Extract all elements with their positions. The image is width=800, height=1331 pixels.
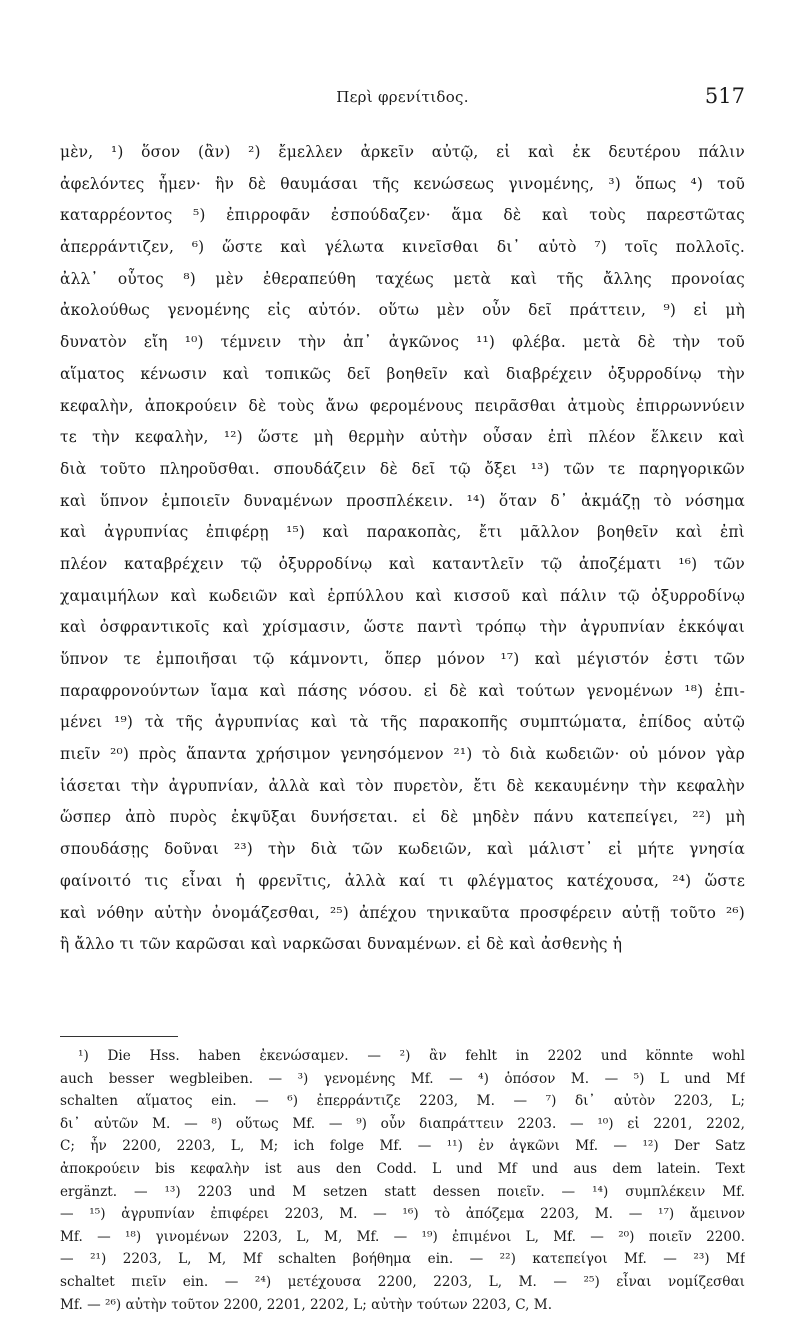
text-line: σπουδάσῃς δοῦναι ²³) τὴν διὰ τῶν κωδειῶν, καὶ μάλιστ᾿ εἰ μήτε γνησία xyxy=(60,840,745,859)
text-line: καὶ ὕπνον ἐμποιεῖν δυναμένων προσπλέκειν. ¹⁴) ὅταν δ᾿ ἀκμάζῃ τὸ νόσημα xyxy=(60,491,745,510)
footnote-line: auch besser wegbleiben. — ³) γενομένης Mf. — ⁴) ὁπόσον M. — ⁵) L und Mf xyxy=(60,1070,745,1087)
text-line: χαμαιμήλων καὶ κωδειῶν καὶ ἑρπύλλου καὶ κισσοῦ καὶ πάλιν τῷ ὀξυρροδίνῳ xyxy=(60,586,745,605)
footnote-line: δι᾿ αὐτῶν M. — ⁸) οὕτως Mf. — ⁹) οὖν διαπράττειν 2203. — ¹⁰) εἰ 2201, 2202, xyxy=(60,1115,745,1132)
running-title: Περὶ φρενίτιδος. xyxy=(336,88,469,106)
footnote-line: ἀποκρούειν bis κεφαλὴν ist aus den Codd. L und Mf und aus dem latein. Text xyxy=(60,1160,745,1177)
text-line: καὶ ὀσφραντικοῖς καὶ χρίσμασιν, ὥστε παντὶ τρόπῳ τὴν ἀγρυπνίαν ἐκκόψαι xyxy=(60,618,745,637)
footnote-line: Mf. — ¹⁸) γινομένων 2203, L, M, Mf. — ¹⁹) ἐπιμένοι L, Mf. — ²⁰) ποιεῖν 2200. xyxy=(60,1228,745,1245)
text-line: φαίνοιτό τις εἶναι ἡ φρενῖτις, ἀλλὰ καί τι φλέγματος κατέχουσα, ²⁴) ὥστε xyxy=(60,871,745,890)
text-line: διὰ τοῦτο πληροῦσθαι. σπουδάζειν δὲ δεῖ τῷ ὄξει ¹³) τῶν τε παρηγορικῶν xyxy=(60,459,745,478)
text-line: ὕπνον τε ἐμποιῆσαι τῷ κάμνοντι, ὅπερ μόνον ¹⁷) καὶ μέγιστόν ἐστι τῶν xyxy=(60,650,745,668)
footnote-line: schaltet πιεῖν ein. — ²⁴) μετέχουσα 2200, 2203, L, M. — ²⁵) εἶναι νομίζεσθαι xyxy=(60,1273,745,1290)
page-header xyxy=(60,82,745,116)
text-line: ἀκολούθως γενομένης εἰς αὐτόν. οὕτω μὲν οὖν δεῖ πράττειν, ⁹) εἰ μὴ xyxy=(60,301,745,320)
footnote-line: — ¹⁵) ἀγρυπνίαν ἐπιφέρει 2203, M. — ¹⁶) τὸ ἀπόζεμα 2203, M. — ¹⁷) ἄμεινον xyxy=(60,1206,745,1223)
footnote-line: schalten αἵματος ein. — ⁶) ἐπερράντιζε 2203, M. — ⁷) δι᾿ αὐτὸν 2203, L; xyxy=(60,1093,745,1110)
text-line: ἀπερράντιζεν, ⁶) ὥστε καὶ γέλωτα κινεῖσθαι δι᾿ αὐτὸ ⁷) τοῖς πολλοῖς. xyxy=(60,238,745,257)
text-line: καταρρέοντος ⁵) ἐπιρροφᾶν ἐσπούδαζεν· ἅμα δὲ καὶ τοὺς παρεστῶτας xyxy=(60,206,745,225)
main-text xyxy=(60,137,745,961)
text-line: ἀφελόντες ἦμεν· ἣν δὲ θαυμάσαι τῆς κενώσεως γινομένης, ³) ὅπως ⁴) τοῦ xyxy=(60,174,745,193)
text-line: πλέον καταβρέχειν τῷ ὀξυρροδίνῳ καὶ καταντλεῖν τῷ ἀποζέματι ¹⁶) τῶν xyxy=(60,554,745,573)
text-line: μὲν, ¹) ὅσον (ἂν) ²) ἔμελλεν ἀρκεῖν αὐτῷ, εἰ καὶ ἐκ δευτέρου πάλιν xyxy=(60,143,745,161)
text-line: ἰάσεται τὴν ἀγρυπνίαν, ἀλλὰ καὶ τὸν πυρετὸν, ἔτι δὲ κεκαυμένην τὴν κεφαλὴν xyxy=(60,776,745,795)
footnote-separator xyxy=(60,1036,178,1037)
text-line: πιεῖν ²⁰) πρὸς ἅπαντα χρήσιμον γενησόμενον ²¹) τὸ διὰ κωδειῶν· οὐ μόνον γὰρ xyxy=(60,745,745,764)
text-line: ἢ ἄλλο τι τῶν καρῶσαι καὶ ναρκῶσαι δυναμένων. εἰ δὲ καὶ ἀσθενὴς ἡ xyxy=(60,935,623,954)
text-line: μένει ¹⁹) τὰ τῆς ἀγρυπνίας καὶ τὰ τῆς παρακοπῆς συμπτώματα, ἐπίδος αὐτῷ xyxy=(60,713,745,732)
text-line: παραφρονούντων ἴαμα καὶ πάσης νόσου. εἰ δὲ καὶ τούτων γενομένων ¹⁸) ἐπι- xyxy=(60,681,745,700)
footnote-line: ¹) Die Hss. haben ἐκενώσαμεν. — ²) ἂν fehlt in 2202 und könnte wohl xyxy=(78,1048,745,1064)
text-line: δυνατὸν εἴη ¹⁰) τέμνειν τὴν ἀπ᾿ ἀγκῶνος ¹¹) φλέβα. μετὰ δὲ τὴν τοῦ xyxy=(60,333,745,352)
text-line: κεφαλὴν, ἀποκρούειν δὲ τοὺς ἄνω φερομένους πειρᾶσθαι ἀτμοὺς ἐπιρρωννύειν xyxy=(60,396,745,415)
footnotes xyxy=(60,1045,745,1316)
text-line: αἵματος κένωσιν καὶ τοπικῶς δεῖ βοηθεῖν καὶ διαβρέχειν ὀξυρροδίνῳ τὴν xyxy=(60,364,745,383)
text-line: καὶ ἀγρυπνίας ἐπιφέρῃ ¹⁵) καὶ παρακοπὰς, ἔτι μᾶλλον βοηθεῖν καὶ ἐπὶ xyxy=(60,523,745,542)
footnote-line: Mf. — ²⁶) αὐτὴν τοῦτον 2200, 2201, 2202, L; αὐτὴν τούτων 2203, C, M. xyxy=(60,1296,553,1313)
text-line: ὥσπερ ἀπὸ πυρὸς ἐκψῦξαι δυνήσεται. εἰ δὲ μηδὲν πάνυ κατεπείγει, ²²) μὴ xyxy=(60,808,745,827)
footnote-line: C; ἦν 2200, 2203, L, M; ich folge Mf. — ¹¹) ἐν ἀγκῶνι Mf. — ¹²) Der Satz xyxy=(60,1138,745,1155)
text-line: τε τὴν κεφαλὴν, ¹²) ὥστε μὴ θερμὴν αὐτὴν οὖσαν ἐπὶ πλέον ἕλκειν καὶ xyxy=(60,428,745,447)
footnote-line: ergänzt. — ¹³) 2203 und M setzen statt dessen ποιεῖν. — ¹⁴) συμπλέκειν Mf. xyxy=(60,1183,745,1200)
text-line: ἀλλ᾿ οὗτος ⁸) μὲν ἐθεραπεύθη ταχέως μετὰ καὶ τῆς ἄλλης προνοίας xyxy=(60,269,745,288)
footnote-line: — ²¹) 2203, L, M, Mf schalten βοήθημα ein. — ²²) κατεπείγοι Mf. — ²³) Mf xyxy=(60,1251,745,1268)
page-number: 517 xyxy=(704,84,745,108)
text-line: καὶ νόθην αὐτὴν ὀνομάζεσθαι, ²⁵) ἀπέχου τηνικαῦτα προσφέρειν αὐτῇ τοῦτο ²⁶) xyxy=(60,903,745,922)
